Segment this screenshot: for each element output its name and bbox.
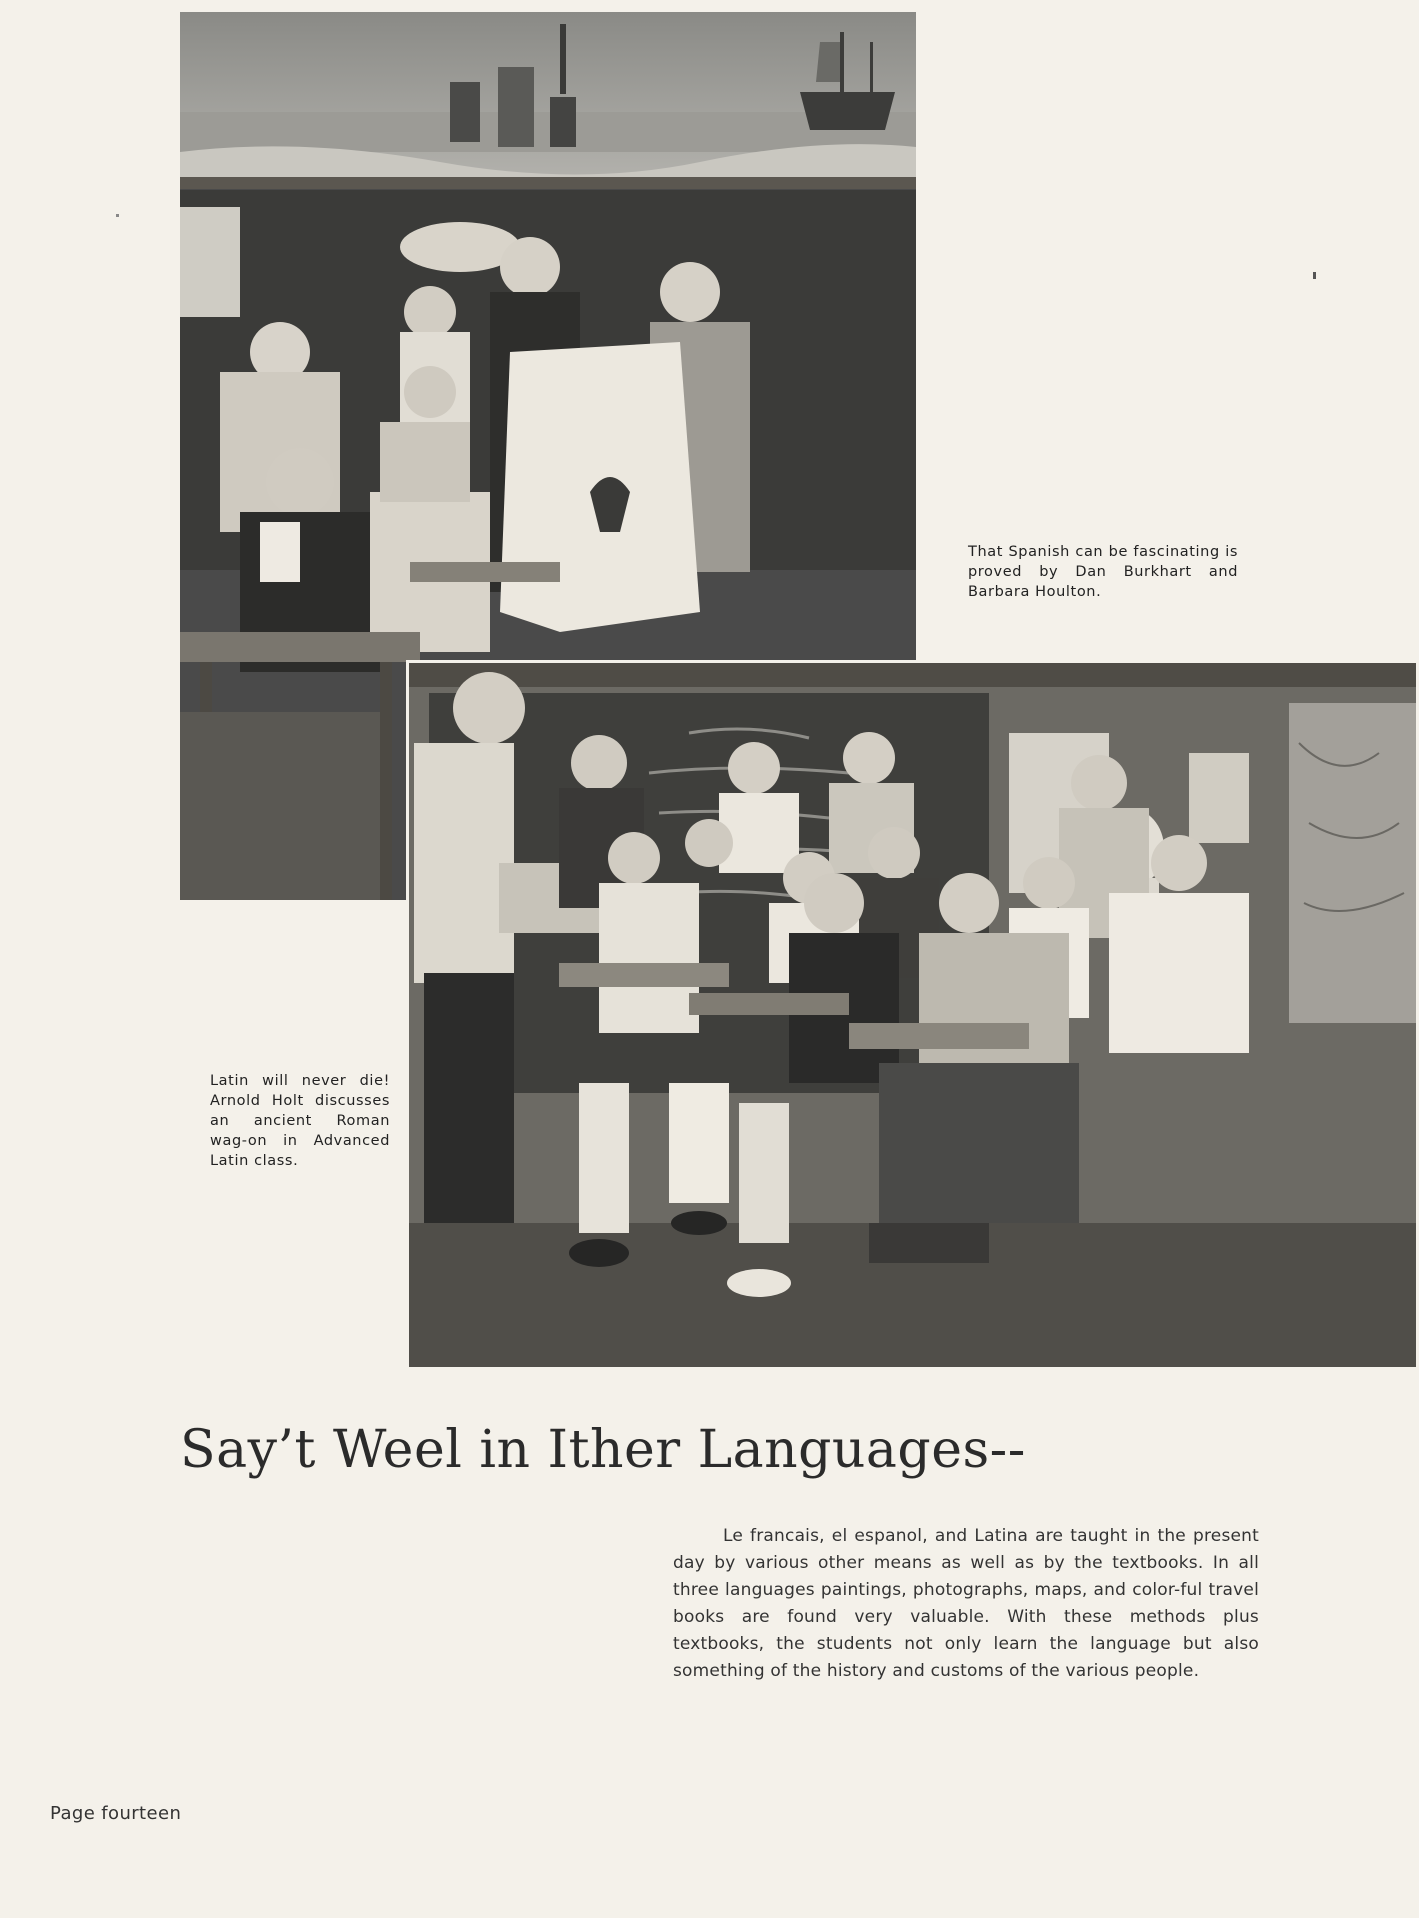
- latin-class-photo: [406, 660, 1416, 1367]
- latin-photo-caption: Latin will never die! Arnold Holt discusses an ancient Roman wag-on in Advanced Latin class.: [210, 1073, 390, 1169]
- page-number-label: Page fourteen: [50, 1803, 182, 1824]
- body-paragraph-container: [673, 1523, 1259, 1685]
- body-paragraph: Le francais, el espanol, and Latina are taught in the present day by various other means as well as by the textbooks. In all three languages paintings, photographs, maps, and color-ful travel books are found very valuable. With these methods plus textbooks, the students not only learn the language but also something of the history and customs of the various people.: [673, 1526, 1259, 1681]
- scan-speck: [1313, 272, 1316, 279]
- spanish-photo-caption: That Spanish can be fascinating is proved by Dan Burkhart and Barbara Houlton.: [968, 544, 1238, 600]
- scan-speck: [116, 214, 119, 217]
- page-headline: Say’t Weel in Ither Languages--: [180, 1420, 1026, 1480]
